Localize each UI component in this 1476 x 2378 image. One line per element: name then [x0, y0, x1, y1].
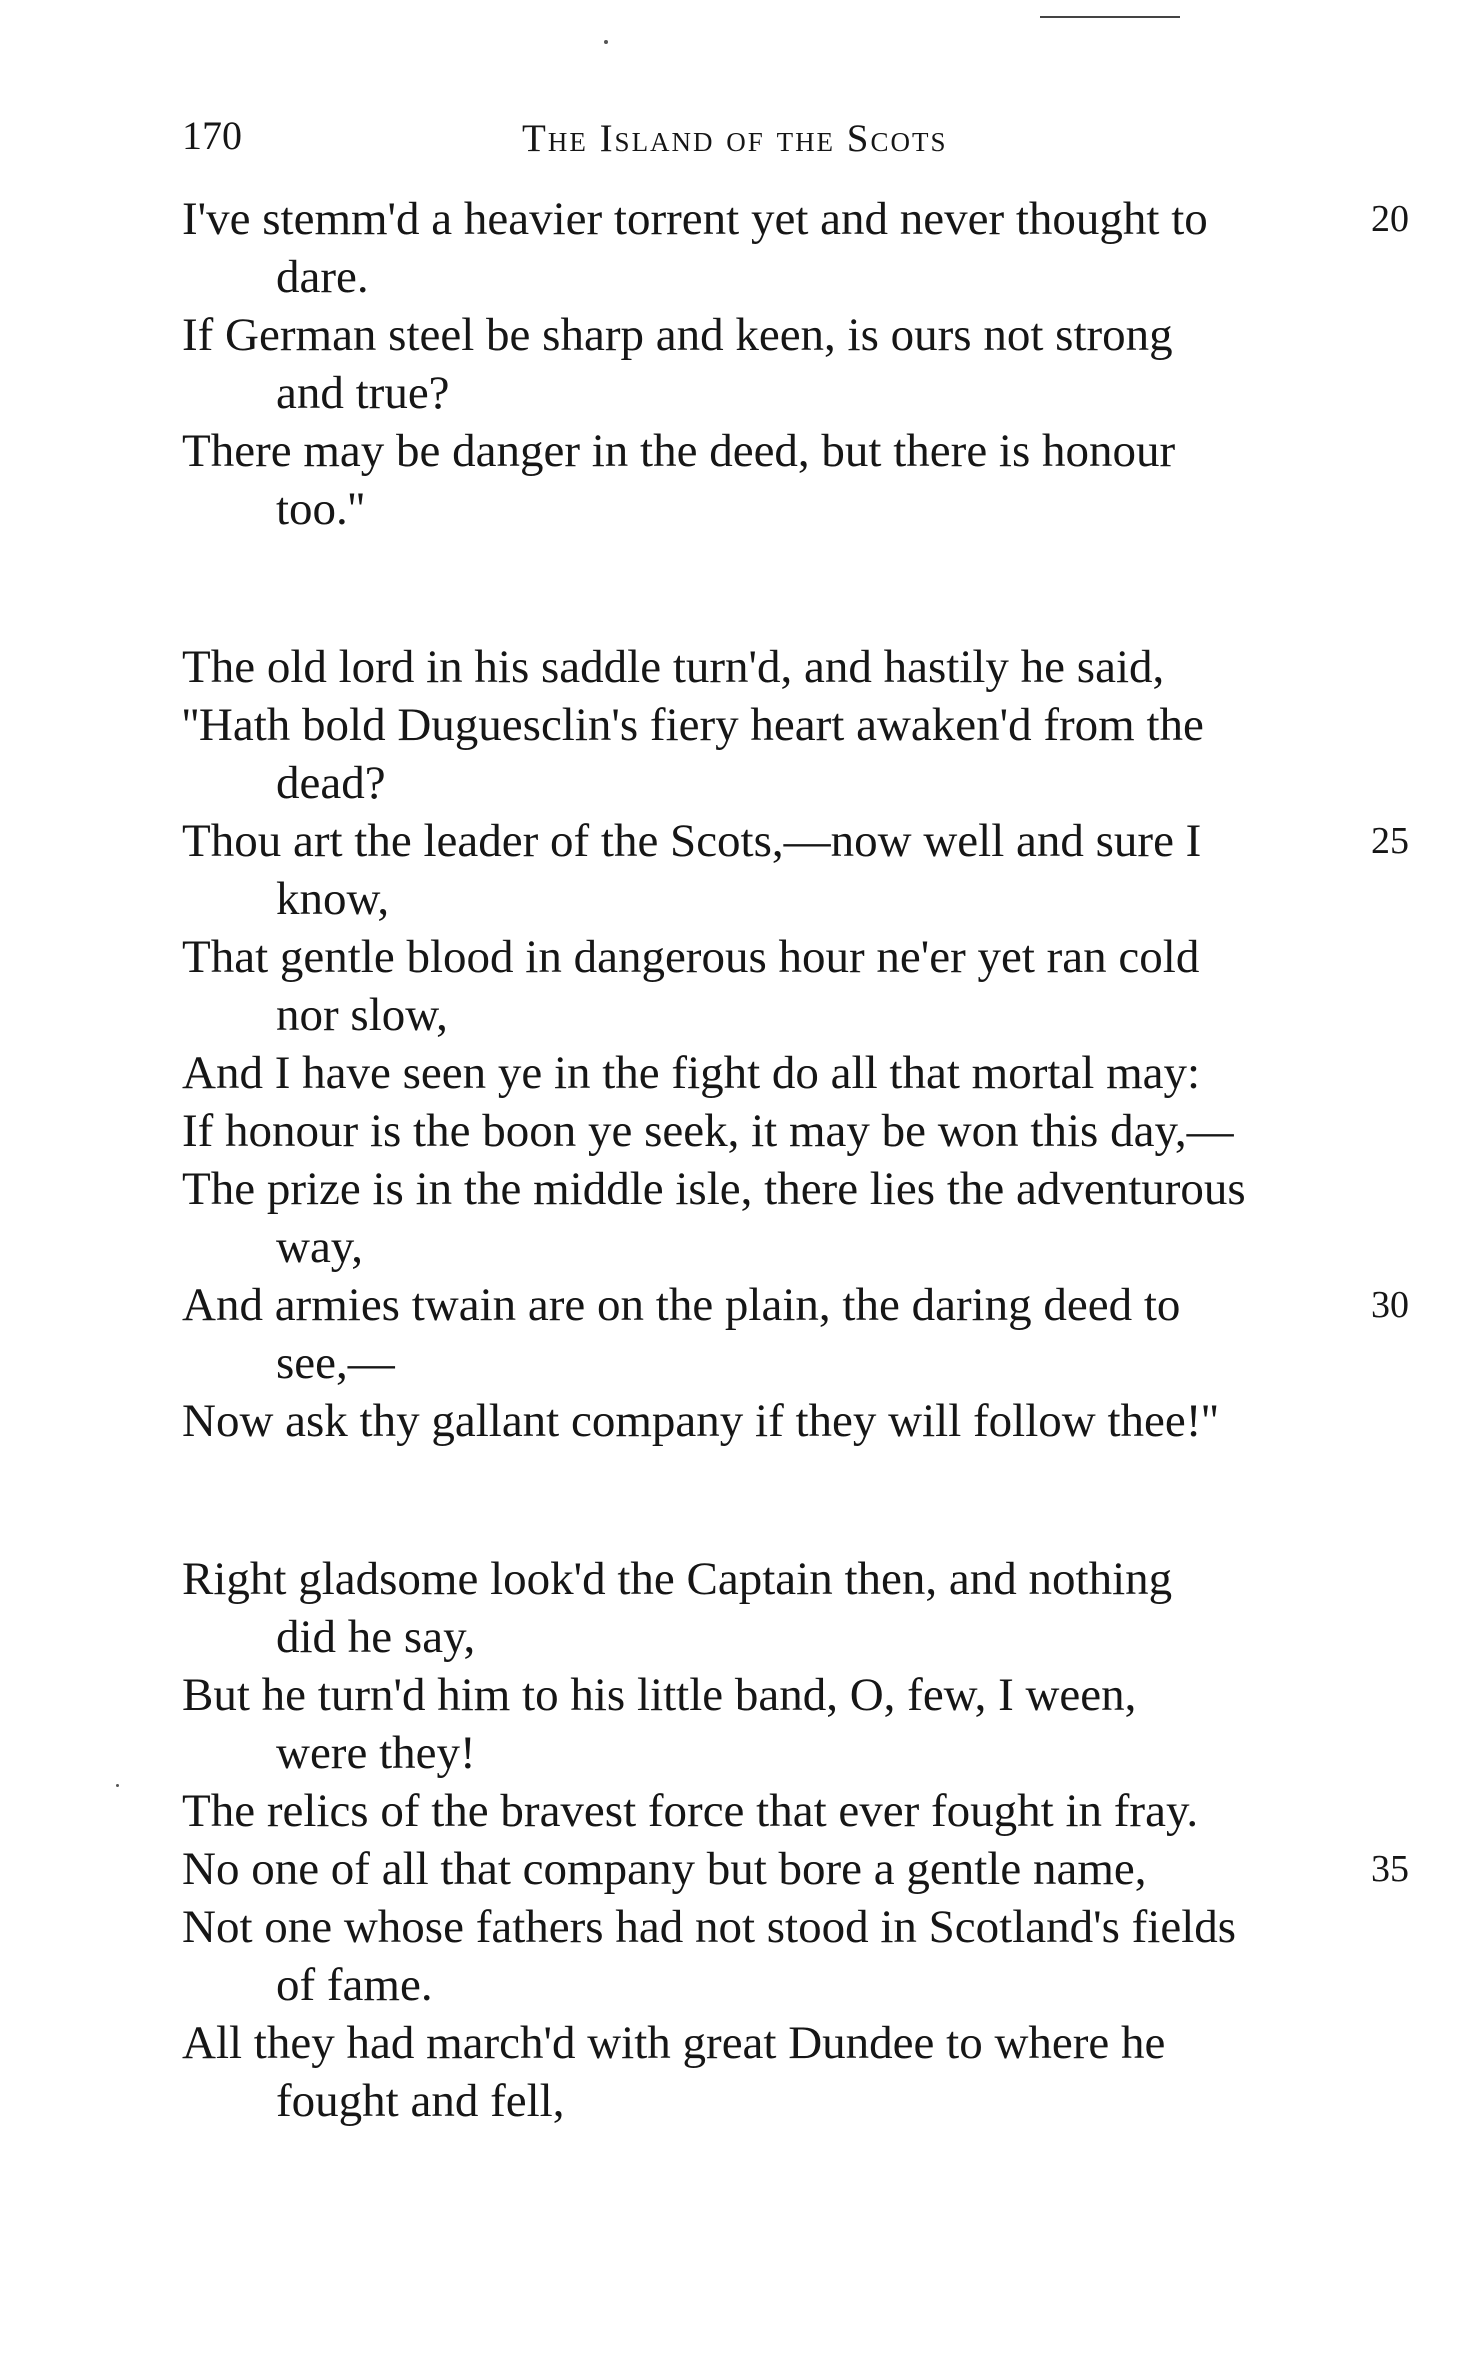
- verse-line: [182, 928, 1397, 1044]
- verse-line: [182, 1044, 1397, 1102]
- verse-continuation: know,: [276, 873, 390, 925]
- verse-text: And I have seen ye in the fight do all that mortal may:: [182, 1047, 1201, 1099]
- verse-text: The old lord in his saddle turn'd, and hastily he said,: [182, 641, 1165, 693]
- verse-line: [182, 1840, 1409, 1898]
- verse-text: Now ask thy gallant company if they will follow thee!'': [182, 1395, 1219, 1447]
- verse-line: [182, 1392, 1397, 1450]
- verse-text: But he turn'd him to his little band, O, few, I ween,: [182, 1669, 1137, 1721]
- page-header: [182, 112, 1397, 172]
- verse-line: [182, 1276, 1409, 1392]
- verse-line: [182, 306, 1397, 422]
- verse-text: That gentle blood in dangerous hour ne'er yet ran cold: [182, 931, 1200, 983]
- verse-continuation: were they!: [276, 1727, 476, 1779]
- verse-line: [182, 1550, 1397, 1666]
- verse-continuation: of fame.: [276, 1959, 433, 2011]
- print-speck: [116, 1784, 119, 1787]
- verse-line: [182, 422, 1397, 538]
- verse-continuation: nor slow,: [276, 989, 448, 1041]
- stanza: [182, 190, 1409, 538]
- running-head: The Island of the Scots: [522, 117, 948, 160]
- verse-continuation: too.'': [276, 483, 365, 535]
- stanza: [182, 638, 1409, 1450]
- verse-line: [182, 1102, 1397, 1160]
- verse-text: The relics of the bravest force that ever fought in fray.: [182, 1785, 1199, 1837]
- print-speck: [604, 40, 608, 44]
- verse-continuation: dead?: [276, 757, 386, 809]
- verse-line: [182, 638, 1397, 696]
- poem-body: [182, 190, 1409, 2230]
- verse-line: [182, 190, 1409, 306]
- verse-line: [182, 1898, 1397, 2014]
- verse-text: There may be danger in the deed, but there is honour: [182, 425, 1176, 477]
- verse-line: [182, 1782, 1397, 1840]
- verse-text: And armies twain are on the plain, the daring deed to: [182, 1279, 1181, 1331]
- verse-line: [182, 2014, 1397, 2130]
- verse-line: [182, 1160, 1397, 1276]
- verse-line: [182, 812, 1409, 928]
- verse-text: I've stemm'd a heavier torrent yet and never thought to: [182, 193, 1208, 245]
- verse-line: [182, 696, 1397, 812]
- page-number: 170: [182, 113, 242, 158]
- verse-continuation: and true?: [276, 367, 450, 419]
- verse-text: The prize is in the middle isle, there lies the adventurous: [182, 1163, 1246, 1215]
- line-number: 20: [1371, 198, 1409, 240]
- verse-continuation: way,: [276, 1221, 364, 1273]
- verse-text: If honour is the boon ye seek, it may be won this day,—: [182, 1105, 1234, 1157]
- verse-text: If German steel be sharp and keen, is ours not strong: [182, 309, 1173, 361]
- stanza: [182, 1550, 1409, 2130]
- verse-text: Thou art the leader of the Scots,—now well and sure I: [182, 815, 1202, 867]
- verse-text: ''Hath bold Duguesclin's fiery heart awaken'd from the: [182, 699, 1204, 751]
- verse-text: All they had march'd with great Dundee to where he: [182, 2017, 1166, 2069]
- verse-continuation: see,—: [276, 1337, 395, 1389]
- verse-continuation: dare.: [276, 251, 369, 303]
- line-number: 25: [1371, 820, 1409, 862]
- verse-continuation: did he say,: [276, 1611, 476, 1663]
- verse-text: No one of all that company but bore a gentle name,: [182, 1843, 1147, 1895]
- line-number: 30: [1371, 1284, 1409, 1326]
- verse-text: Right gladsome look'd the Captain then, and nothing: [182, 1553, 1173, 1605]
- verse-line: [182, 1666, 1397, 1782]
- top-rule-mark: [1040, 16, 1180, 18]
- verse-text: Not one whose fathers had not stood in Scotland's fields: [182, 1901, 1237, 1953]
- line-number: 35: [1371, 1848, 1409, 1890]
- verse-continuation: fought and fell,: [276, 2075, 565, 2127]
